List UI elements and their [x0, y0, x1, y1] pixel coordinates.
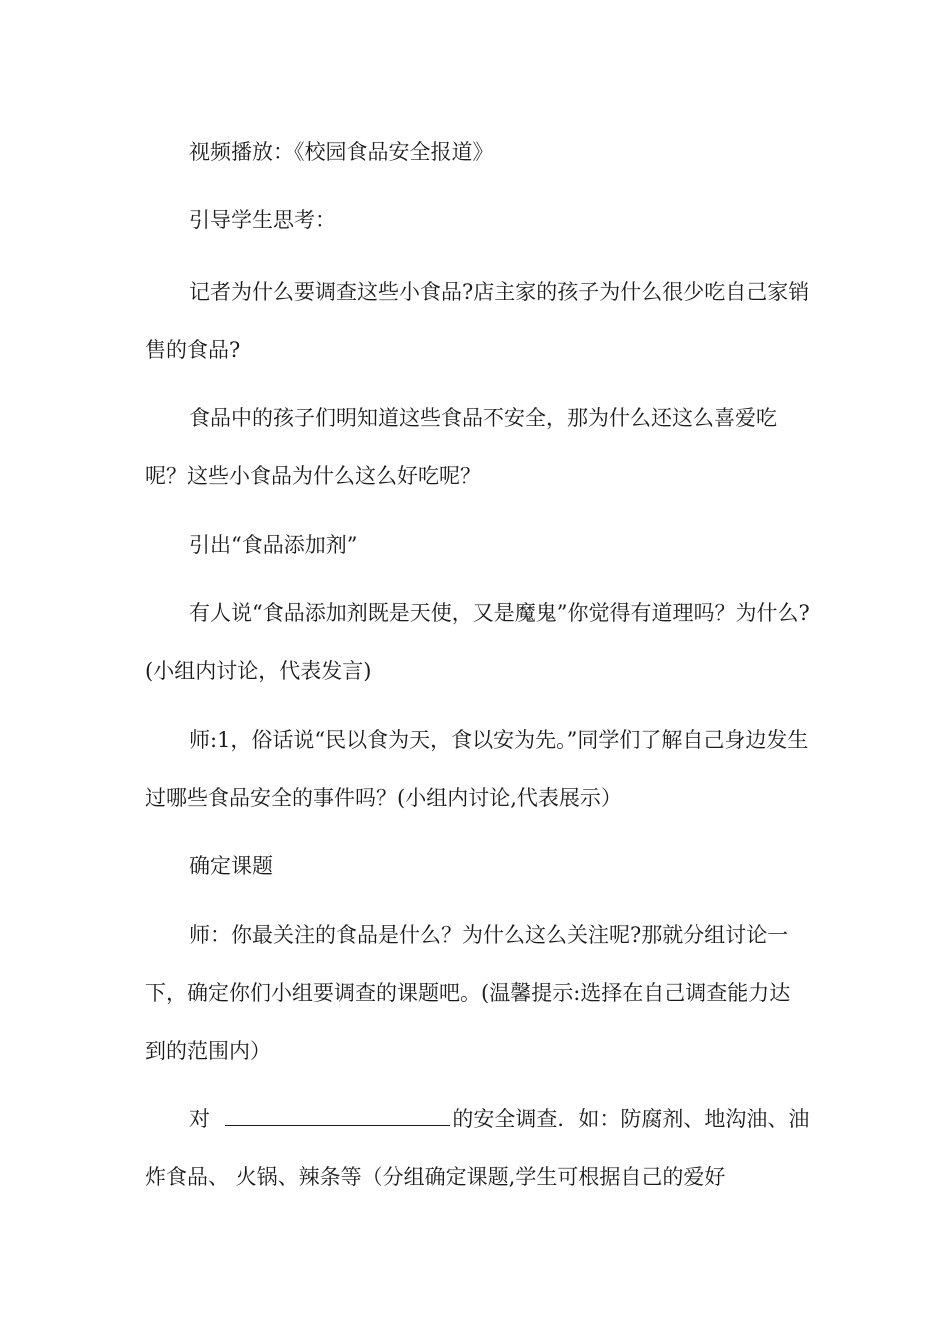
- paragraph-children-question: [145, 389, 810, 505]
- paragraph-teacher-focus: [145, 906, 810, 1080]
- paragraph-text: 记者为什么要调查这些小食品?店主家的孩子为什么很少吃自己家销售的食品?: [145, 280, 810, 362]
- paragraph-text: 视频播放：《校园食品安全报道》: [189, 140, 494, 164]
- paragraph-introduce-additive: [145, 516, 810, 574]
- paragraph-safety-survey: [145, 1090, 810, 1206]
- paragraph-text-suffix: 的安全调查．如：防腐剂、地沟油、油炸食品、 火锅、辣条等（分组确定课题,学生可根据自己的爱好: [145, 1107, 810, 1189]
- paragraph-text: 师:1，俗话说“民以食为天，食以安为先。”同学们了解自己身边发生过哪些食品安全的事件吗？(小组内讨论,代表展示）: [145, 728, 809, 810]
- paragraph-text-prefix: 对: [189, 1107, 210, 1131]
- paragraph-text: 引出“食品添加剂”: [189, 533, 358, 557]
- paragraph-text: 食品中的孩子们明知道这些食品不安全，那为什么还这么喜爱吃呢？这些小食品为什么这么好吃呢？: [145, 406, 777, 488]
- paragraph-teacher-proverb: [145, 711, 810, 827]
- paragraph-reporter-question: [145, 263, 810, 379]
- paragraph-text: 师：你最关注的食品是什么？为什么这么关注呢?那就分组讨论一下，确定你们小组要调查的课题吧。(温馨提示:选择在自己调查能力达到的范围内）: [145, 923, 791, 1063]
- paragraph-text: 确定课题: [189, 854, 273, 878]
- paragraph-video-play: [145, 123, 810, 181]
- paragraph-guide-thinking: [145, 191, 810, 249]
- fill-in-blank-line: [225, 1103, 450, 1126]
- paragraph-determine-topic: [145, 837, 810, 895]
- paragraph-text: 引导学生思考：: [189, 208, 336, 232]
- paragraph-angel-devil: [145, 584, 810, 700]
- paragraph-text: 有人说“食品添加剂既是天使，又是魔鬼”你觉得有道理吗？为什么?(小组内讨论，代表发言): [145, 601, 810, 683]
